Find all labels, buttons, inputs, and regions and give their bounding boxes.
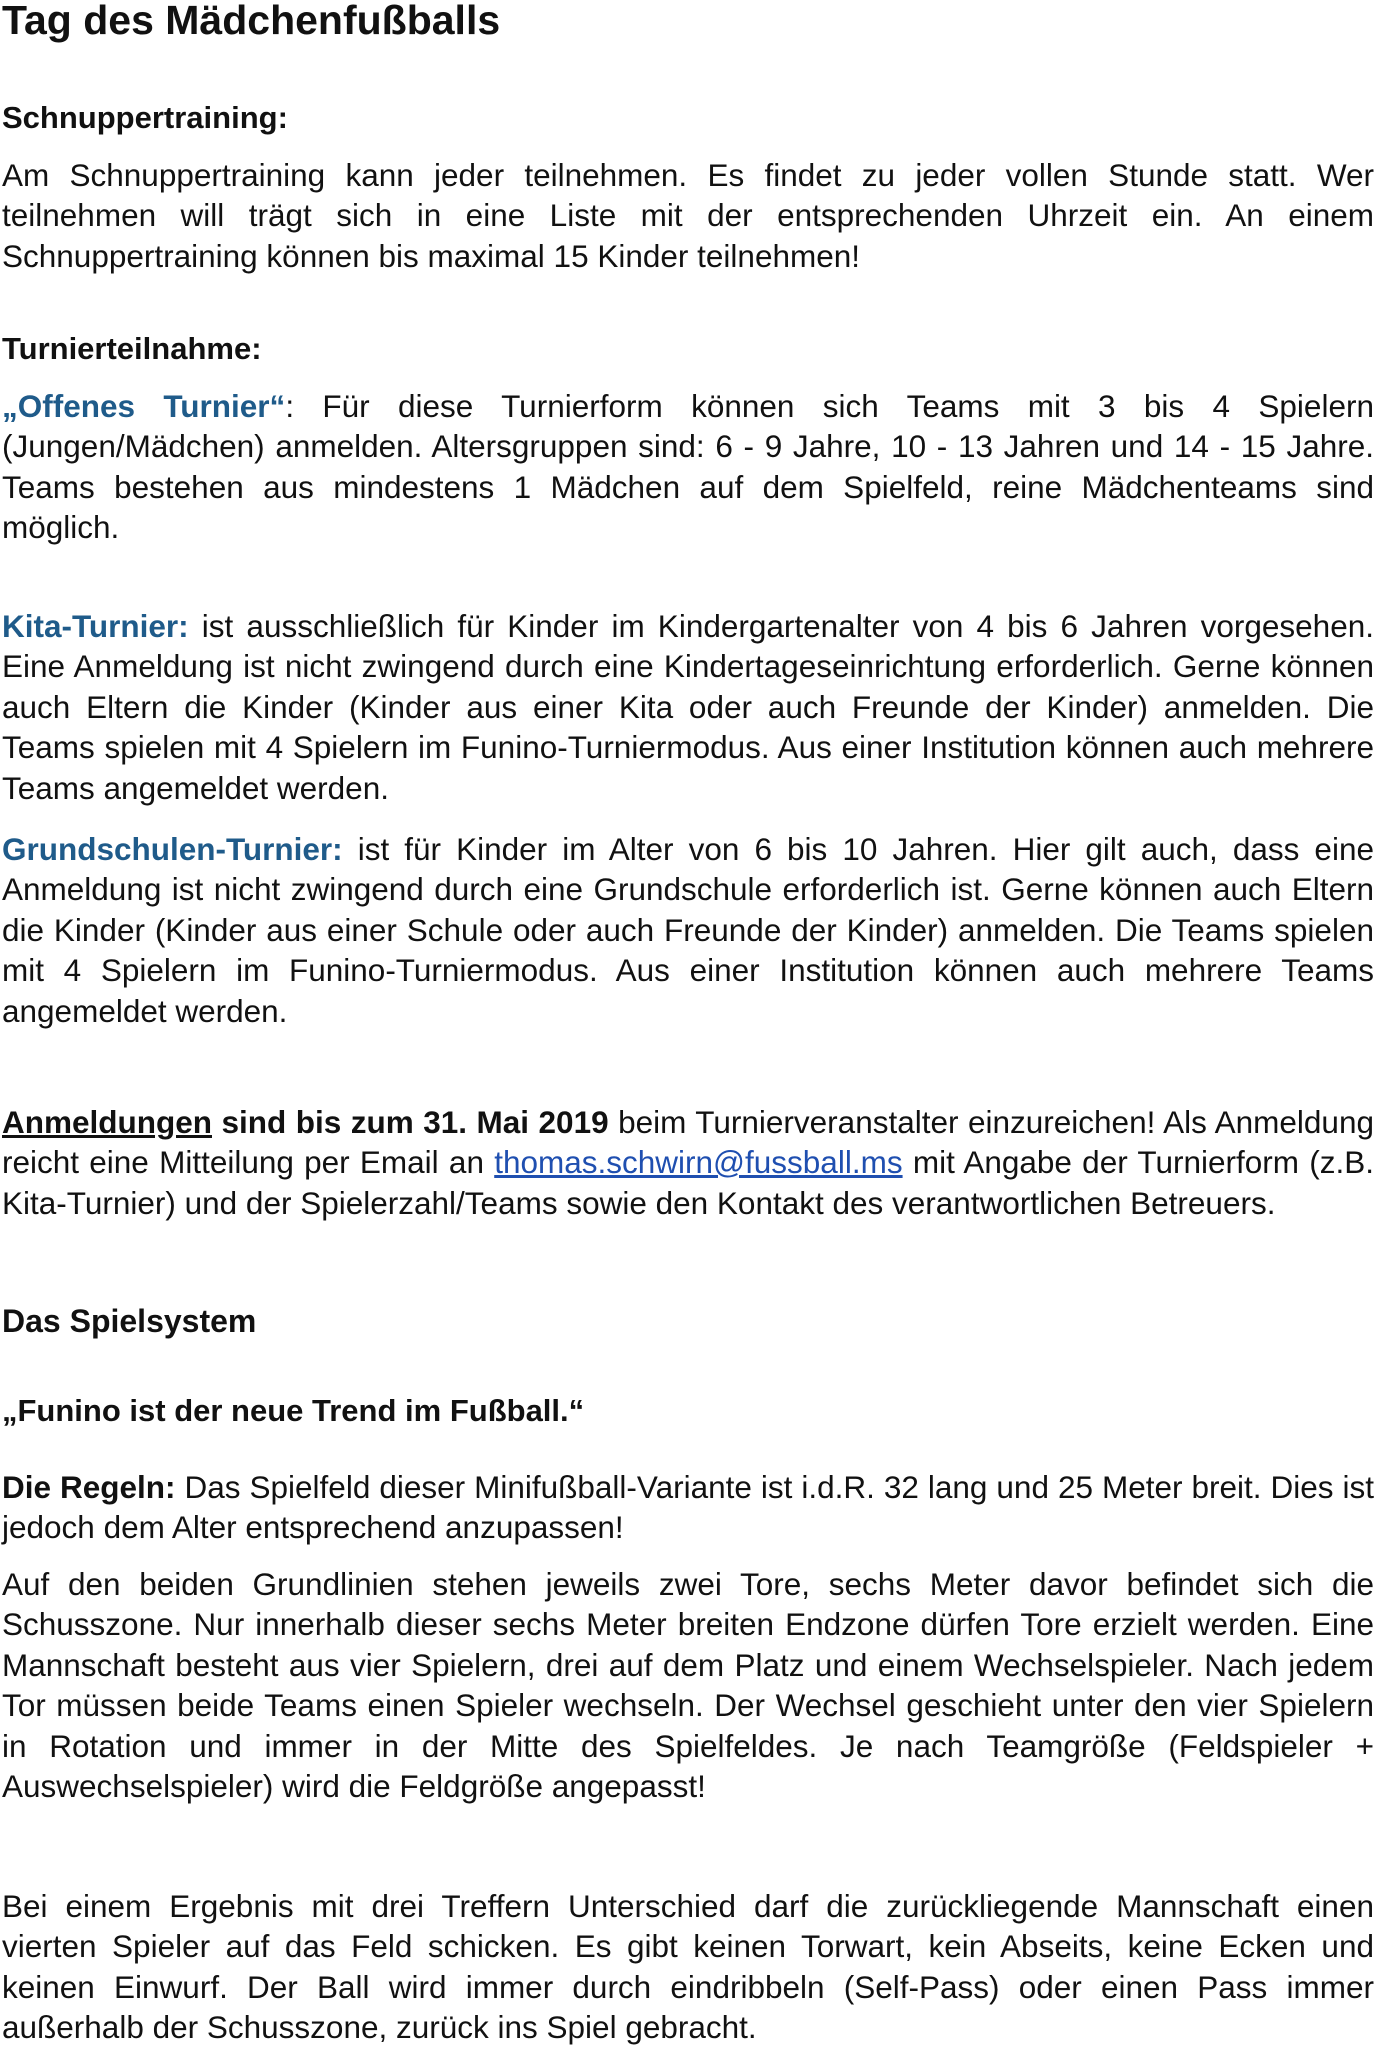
kita-turnier-text: ist ausschließlich für Kinder im Kindergartenalter von 4 bis 6 Jahren vorgesehen. Eine Anmeldung ist nicht zwingend durch eine Kindertageseinrichtung erforderlich. Gerne können auch Eltern die Kinder (Kinder aus einer Kita oder auch Freunde der Kinder) anmelden. Die Teams spielen mit 4 Spielern im Funino-Turniermodus. Aus einer Institution können auch mehrere Teams angemeldet werden. <box>2 608 1374 806</box>
regeln-label: Die Regeln: <box>2 1469 176 1505</box>
regeln-paragraph <box>2 1467 1374 1548</box>
anmeldung-deadline: sind bis zum 31. Mai 2019 <box>212 1104 609 1140</box>
funino-quote: „Funino ist der neue Trend im Fußball.“ <box>2 1393 585 1428</box>
schnuppertraining-text: Am Schnuppertraining kann jeder teilnehmen. Es findet zu jeder vollen Stunde statt. Wer teilnehmen will trägt sich in eine Liste mit der entsprechenden Uhrzeit ein. An einem Schnuppertraining können bis maximal 15 Kinder teilnehmen! <box>2 157 1374 274</box>
email-link[interactable]: thomas.schwirn@fussball.ms <box>494 1144 903 1181</box>
offenes-turnier-text: : Für diese Turnierform können sich Teams mit 3 bis 4 Spielern (Jungen/Mädchen) anmelden. Altersgruppen sind: 6 - 9 Jahre, 10 - 13 Jahren und 14 - 15 Jahre. Teams bestehen aus mindestens 1 Mädchen auf dem Spielfeld, reine Mädchenteams sind möglich. <box>2 388 1374 546</box>
regeln-text: Das Spielfeld dieser Minifußball-Variante ist i.d.R. 32 lang und 25 Meter breit. Dies ist jedoch dem Alter entsprechend anzupassen! <box>2 1469 1374 1546</box>
offenes-turnier-label: „Offenes Turnier“ <box>2 388 286 424</box>
spielsystem-paragraph-3: Bei einem Ergebnis mit drei Treffern Unterschied darf die zurückliegende Mannschaft einen vierten Spieler auf das Feld schicken. Es gibt keinen Torwart, kein Abseits, keine Ecken und keinen Einwurf. Der Ball wird immer durch eindribbeln (Self-Pass) oder einen Pass immer außerhalb der Schusszone, zurück ins Spiel gebracht. <box>2 1888 1374 2046</box>
anmeldungen-word: Anmeldungen <box>2 1104 212 1140</box>
schnuppertraining-heading: Schnuppertraining: <box>2 100 288 135</box>
turnierteilnahme-heading: Turnierteilnahme: <box>2 331 262 366</box>
page-title: Tag des Mädchenfußballs <box>2 0 501 43</box>
anmeldung-text-2: mit Angabe der Turnierform (z.B. Kita-Turnier) und der Spielerzahl/Teams sowie den Kontakt des verantwortlichen Betreuers. <box>2 1144 1374 1221</box>
spielsystem-heading: Das Spielsystem <box>2 1303 257 1339</box>
anmeldung-text-1: beim Turnierveranstalter einzureichen! Als Anmeldung reicht eine Mitteilung per Email an <box>2 1104 1374 1181</box>
grundschulen-turnier-text: ist für Kinder im Alter von 6 bis 10 Jahren. Hier gilt auch, dass eine Anmeldung ist nicht zwingend durch eine Grundschule erforderlich ist. Gerne können auch Eltern die Kinder (Kinder aus einer Schule oder auch Freunde der Kinder) anmelden. Die Teams spielen mit 4 Spielern im Funino-Turniermodus. Aus einer Institution können auch mehrere Teams angemeldet werden. <box>2 831 1374 1029</box>
kita-turnier-label: Kita-Turnier: <box>2 608 189 644</box>
anmeldung-paragraph <box>2 1102 1374 1223</box>
grundschulen-turnier-label: Grundschulen-Turnier: <box>2 831 343 867</box>
kita-turnier-paragraph <box>2 606 1374 808</box>
grundschulen-turnier-paragraph <box>2 829 1374 1031</box>
offenes-turnier-paragraph <box>2 386 1374 548</box>
spielsystem-paragraph-2: Auf den beiden Grundlinien stehen jeweils zwei Tore, sechs Meter davor befindet sich die Schusszone. Nur innerhalb dieser sechs Meter breiten Endzone dürfen Tore erzielt werden. Eine Mannschaft besteht aus vier Spielern, drei auf dem Platz und einem Wechselspieler. Nach jedem Tor müssen beide Teams einen Spieler wechseln. Der Wechsel geschieht unter den vier Spielern in Rotation und immer in der Mitte des Spielfeldes. Je nach Teamgröße (Feldspieler + Auswechselspieler) wird die Feldgröße angepasst! <box>2 1566 1374 1805</box>
